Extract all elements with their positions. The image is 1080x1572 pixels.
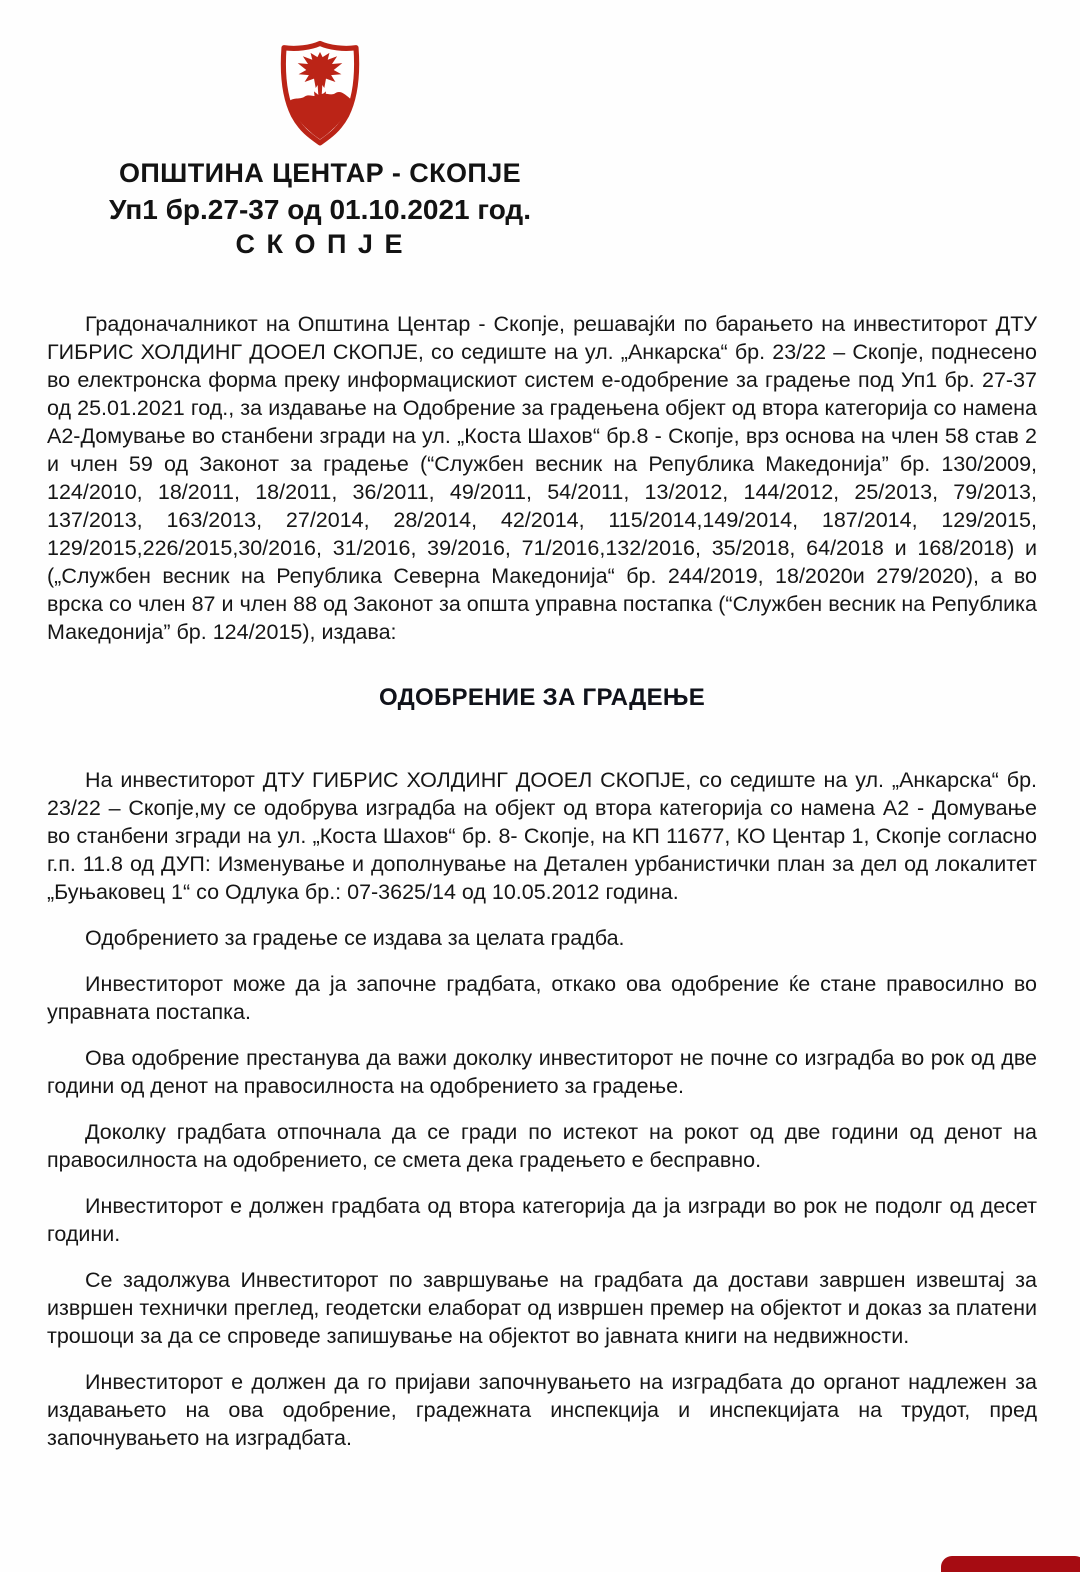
document-title: ОДОБРЕНИЕ ЗА ГРАДЕЊЕ: [378, 684, 705, 711]
city-name: С К О П Ј Е: [235, 229, 405, 259]
corner-action-button[interactable]: [941, 1556, 1080, 1572]
municipality-name: ОПШТИНА ЦЕНТАР - СКОПЈЕ: [118, 158, 522, 188]
case-number: Уп1 бр.27-37 од 01.10.2021 год.: [109, 194, 531, 225]
paragraph-preamble: Градоначалникот на Општина Центар - Скопје, решавајќи по барањето на инвеститорот ДТУ ГИБРИС ХОЛДИНГ ДООЕЛ СКОПЈЕ, со седиште на ул. „Анкарска“ бр. 23/22 – Скопје, поднесено во електронска форма преку информацискиот систем е-одобрение за градење под Уп1 бр. 27-37 од 25.01.2021 год., за издавање на Одобрение за градењена објект од втора категорија со намена А2-Домување во станбени згради на ул. „Коста Шахов“ бр.8 - Скопје, врз основа на член 58 став 2 и член 59 од Законот за градење (“Службен весник на Република Македонија” бр. 130/2009, 124/2010, 18/2011, 18/2011, 36/2011, 49/2011, 54/2011, 13/2012, 144/2012, 25/2013, 79/2013, 137/2013, 163/2013, 27/2014, 28/2014, 42/2014, 115/2014,149/2014, 187/2014, 129/2015, 129/2015,226/2015,30/2016, 31/2016, 39/2016, 71/2016,132/2016, 35/2018, 64/2018 и 168/2018) и („Службен весник на Република Северна Македонија“ бр. 244/2019, 18/2020и 279/2020), а во врска со член 87 и член 88 од Законот за општа управна постапка (“Службен весник на Република Македонија” бр. 124/2015), издава:: [47, 312, 1037, 644]
coat-of-arms-icon: [277, 40, 363, 148]
paragraph-start-condition: Инвеститорот може да ја започне градбата, откако ова одобрение ќе стане правосилно во управната постапка.: [47, 972, 1037, 1024]
paragraph-validity: Ова одобрение престанува да важи доколку инвеститорот не почне со изградба во рок од две години од денот на правосилноста на одобрението за градење.: [47, 1046, 1037, 1098]
paragraph-notify-authorities: Инвеститорот е должен да го пријави започнувањето на изградбата до органот надлежен за издавањето на ова одобрение, градежната инспекција и инспекцијата на трудот, пред започнувањето на изградбата.: [47, 1370, 1037, 1450]
paragraph-completion-obligations: Се задолжува Инвеститорот по завршување на градбата да достави завршен извештај за извршен технички преглед, геодетски елаборат од извршен премер на објектот и доказ за платени трошоци за да се спроведе запишување на објектот во јавната книги на недвижности.: [47, 1268, 1037, 1348]
paragraph-ten-years: Инвеститорот е должен градбата од втора категорија да ја изгради во рок не подолг од десет години.: [47, 1194, 1037, 1246]
document-header: [0, 40, 640, 260]
paragraph-whole-building: Одобрението за градење се издава за целата градба.: [85, 926, 625, 950]
paragraph-expired-build: Доколку градбата отпочнала да се гради по истекот на рокот од две години од денот на правосилноста на одобрението, се смета дека градењето е бесправно.: [47, 1120, 1037, 1172]
document-body: [47, 310, 1037, 1470]
paragraph-approval: На инвеститорот ДТУ ГИБРИС ХОЛДИНГ ДООЕЛ СКОПЈЕ, со седиште на ул. „Анкарска“ бр. 23/22 – Скопје,му се одобрува изградба на објект од втора категорија со намена А2 - Домување во станбени згради на ул. „Коста Шахов“ бр. 8- Скопје, на КП 11677, КО Центар 1, Скопје согласно г.п. 11.8 од ДУП: Изменување и дополнување на Детален урбанистички план за дел од локалитет „Буњаковец 1“ со Одлука бр.: 07-3625/14 од 10.05.2012 година.: [47, 768, 1037, 904]
